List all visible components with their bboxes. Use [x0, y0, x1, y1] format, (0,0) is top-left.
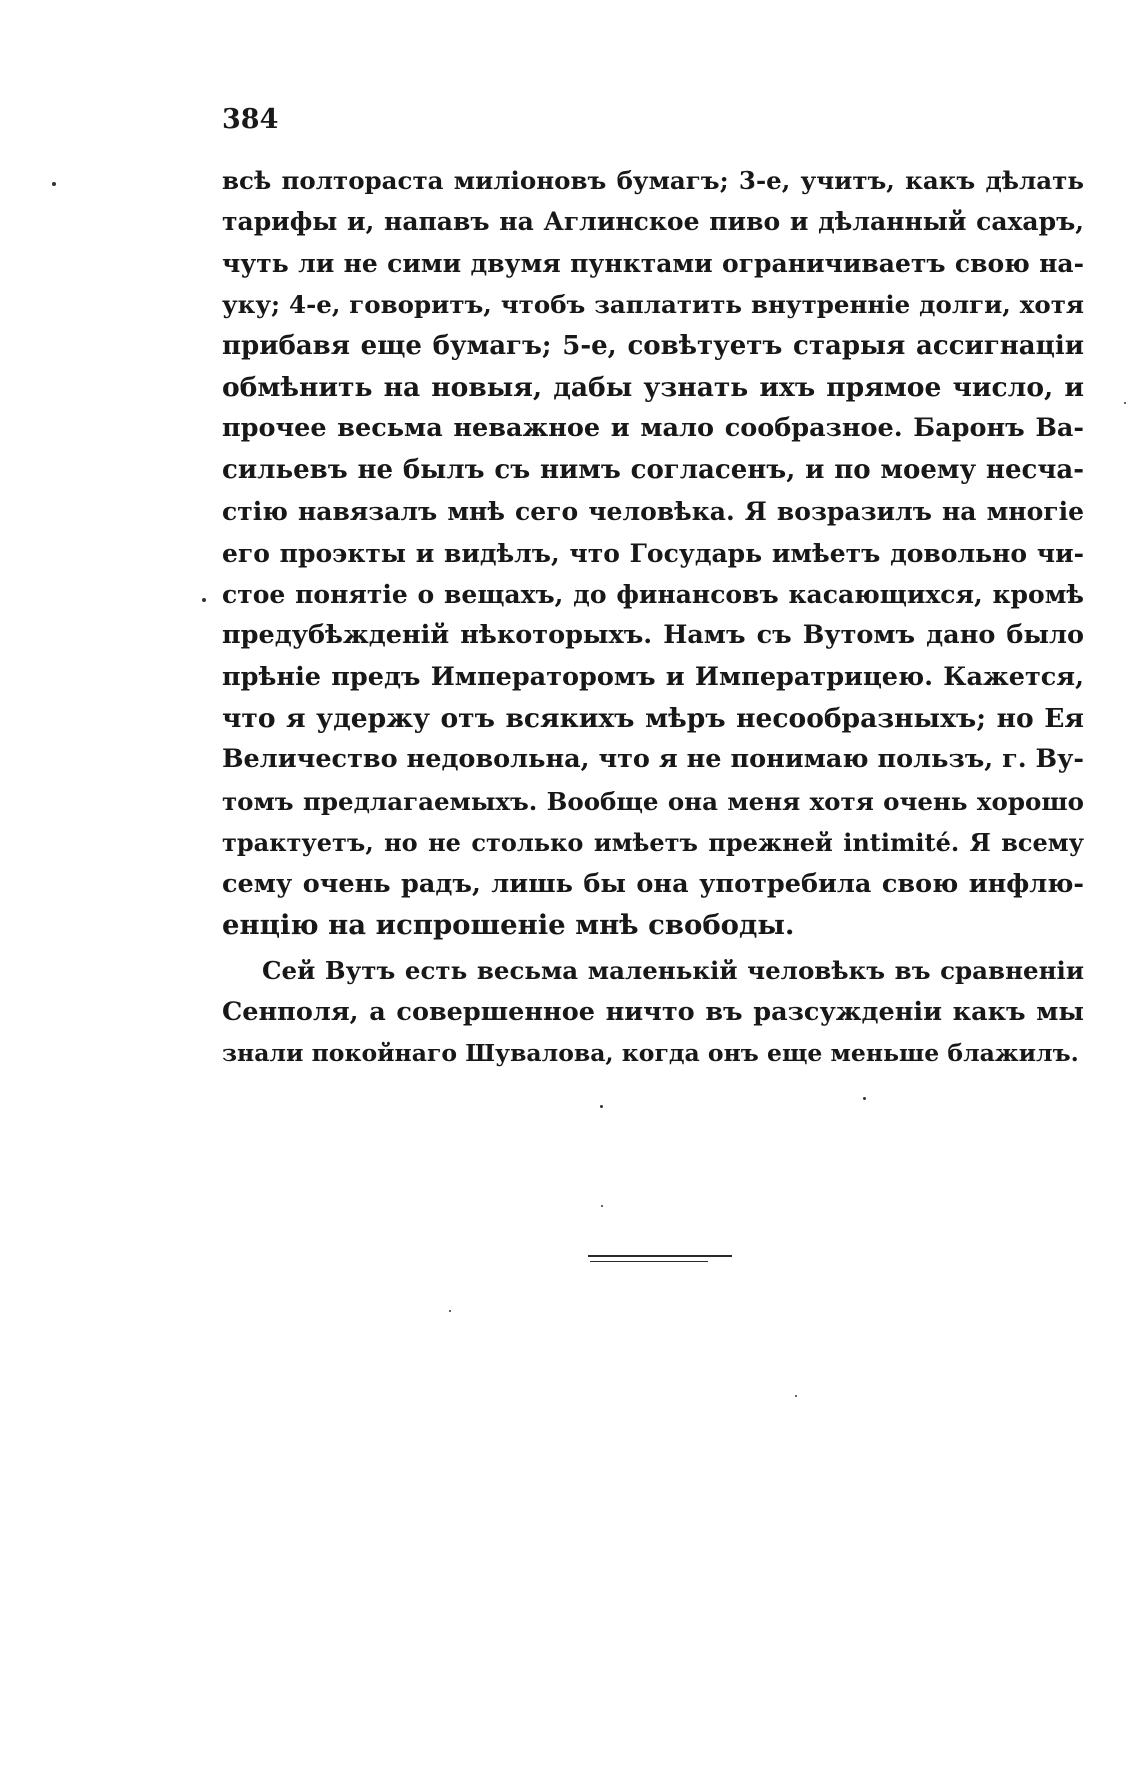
scan-speck	[1124, 402, 1126, 404]
scan-speck	[863, 1097, 866, 1100]
text-line: енцію на испрошеніе мнѣ свободы.	[222, 909, 795, 942]
text-line: трактуетъ, но не столько имѣетъ прежней intimité. Я всему	[222, 828, 1084, 858]
text-line: чуть ли не сими двумя пунктами ограничиваетъ свою на-	[222, 248, 1084, 278]
body-text	[222, 160, 1084, 1075]
text-line: тарифы и, напавъ на Аглинское пиво и дѣланный сахаръ,	[222, 207, 1084, 237]
text-line: сильевъ не былъ съ нимъ согласенъ, и по моему несча-	[222, 454, 1084, 485]
text-line: Величество недовольна, что я не понимаю пользъ, г. Ву-	[222, 744, 1084, 775]
scan-speck	[52, 182, 56, 186]
text-line: стію навязалъ мнѣ сего человѣка. Я возразилъ на многіе	[222, 497, 1084, 527]
page-number: 384	[222, 104, 279, 135]
text-line: томъ предлагаемыхъ. Вообще она меня хотя очень хорошо	[222, 786, 1084, 816]
divider-rule	[588, 1255, 732, 1257]
scan-speck	[449, 1310, 451, 1312]
text-line: уку; 4-е, говоритъ, чтобъ заплатить внутренніе долги, хотя	[222, 290, 1084, 320]
scan-speck	[601, 1205, 603, 1207]
paragraph-1	[222, 160, 1084, 946]
text-line: прочее весьма неважное и мало сообразное. Баронъ Ва-	[222, 413, 1084, 444]
text-line: обмѣнить на новыя, дабы узнать ихъ прямое число, и	[222, 371, 1084, 403]
text-line: Сей Вутъ есть весьма маленькій человѣкъ въ сравненіи	[262, 956, 1084, 986]
text-line: стое понятіе о вещахъ, до финансовъ касающихся, кромѣ	[222, 579, 1084, 609]
scan-speck	[795, 1395, 797, 1397]
text-line: знали покойнаго Шувалова, когда онъ еще меньше блажилъ.	[222, 1039, 1079, 1068]
text-line: прѣніе предъ Императоромъ и Императрицею. Кажется,	[222, 661, 1084, 692]
scan-speck	[202, 598, 206, 602]
text-line: Сенполя, а совершенное ничто въ разсужденіи какъ мы	[222, 996, 1084, 1027]
paragraph-2	[222, 950, 1084, 1074]
divider-rule	[590, 1261, 708, 1262]
text-line: сему очень радъ, лишь бы она употребила свою инфлю-	[222, 868, 1084, 899]
text-line: прибавя еще бумагъ; 5-е, совѣтуетъ старыя ассигнаціи	[222, 330, 1084, 361]
end-divider	[588, 1255, 732, 1267]
text-line: всѣ полтораста миліоновъ бумагъ; 3-е, учитъ, какъ дѣлать	[222, 166, 1084, 195]
text-line: предубѣжденій нѣкоторыхъ. Намъ съ Вутомъ дано было	[222, 620, 1084, 651]
scan-speck	[600, 1105, 603, 1108]
text-line: его проэкты и видѣлъ, что Государь имѣетъ довольно чи-	[222, 538, 1084, 568]
text-line: что я удержу отъ всякихъ мѣръ несообразныхъ; но Ея	[222, 703, 1084, 735]
